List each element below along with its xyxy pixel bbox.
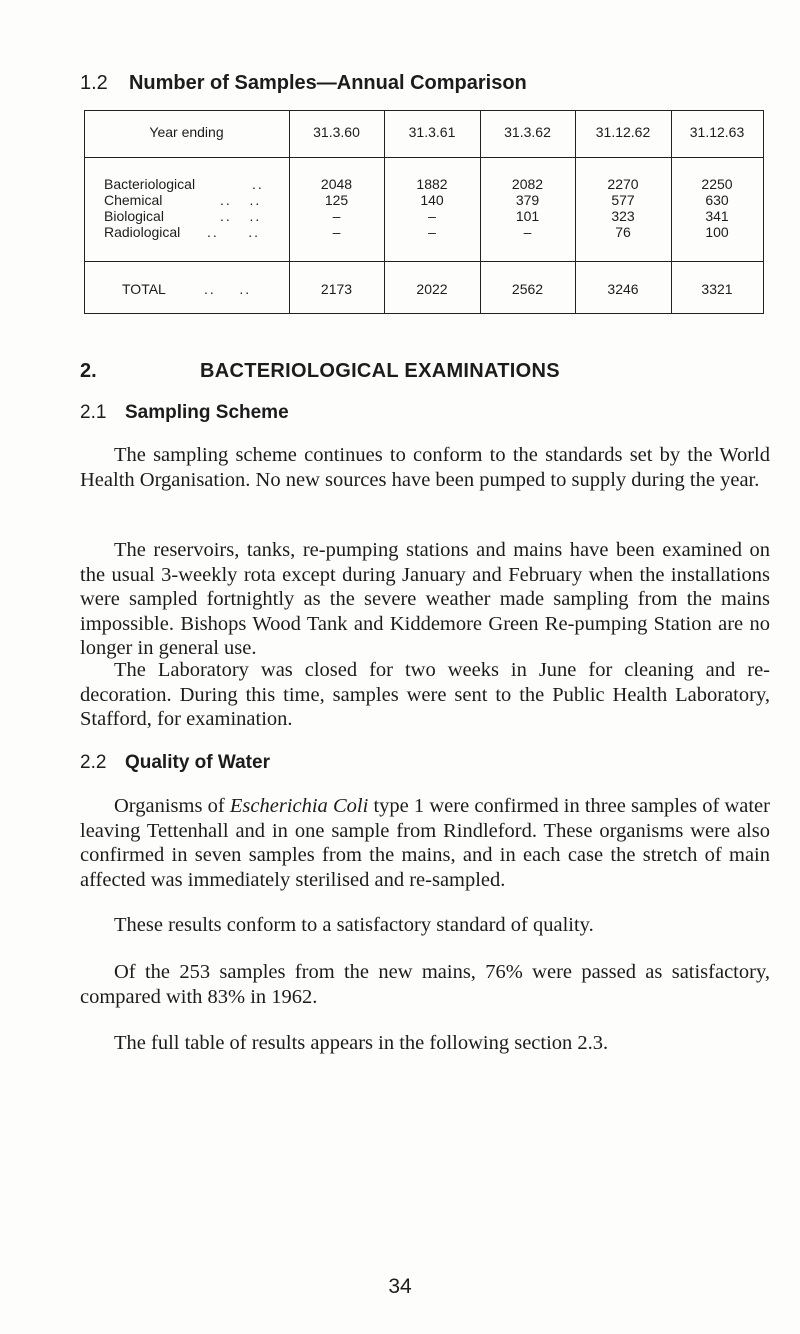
table-cell: 2082 [511,176,544,192]
leader-dots: .. .. [204,281,252,297]
page-number: 34 [388,1275,412,1298]
table-rule-total [84,261,764,262]
table-total-cell: 3321 [701,281,733,297]
subsection-2-2-heading [80,752,270,774]
leader-dots: .. [252,176,264,192]
row-label-bacteriological: Bacteriological [104,176,196,192]
paragraph [80,538,770,661]
table-column-header: 31.12.62 [595,124,651,140]
table-cell: 2270 [607,176,639,192]
paragraph-text: These results conform to a satisfactory standard of quality. [114,914,594,936]
paragraph [80,794,770,892]
table-total-cell: 3246 [607,281,639,297]
paragraph-text: Of the 253 samples from the new mains, 76% were passed as satisfactory, compared with 83% in 1962. [80,961,770,1008]
subsection-2-2-number: 2.2 [80,752,107,773]
table-column-header: 31.3.62 [504,124,551,140]
table-cell: 577 [611,192,635,208]
paragraph [80,1031,770,1056]
subsection-2-1-heading [80,402,289,424]
leader-dots: .. .. [220,192,262,208]
table-cell: 76 [615,224,631,240]
table-cell: 323 [611,208,635,224]
table-total-cell: 2173 [320,281,353,297]
table-cell: – [428,224,436,240]
table-cell: – [523,224,532,240]
table-rule-bottom [84,313,764,314]
table-cell: 341 [705,208,729,224]
paragraph-text: The reservoirs, tanks, re-pumping stations and mains have been examined on the usual 3-weekly rota except during January and February when the installations were sampled fortnightly as the severe weather made sampling from the mains impossible. Bishops Wood Tank and Kiddemore Green Re-pumping Station are no longer in general use. [80,539,770,659]
table-cell: 379 [515,192,540,208]
leader-dots: .. .. [220,208,262,224]
paragraph [80,658,770,732]
row-label-radiological: Radiological [104,224,181,240]
table-cell: 630 [705,192,729,208]
table-rule-top [84,110,764,111]
section-2-number: 2. [80,360,97,382]
subsection-2-2-title: Quality of Water [124,752,270,773]
table-cell: 101 [515,208,540,224]
subsection-2-1-number: 2.1 [80,402,107,423]
table-cell: 2048 [320,176,353,192]
table-total-cell: 2562 [511,281,544,297]
paragraph-text: The sampling scheme continues to conform to the standards set by the World Health Organisation. No new sources have been pumped to supply during the year. [80,444,770,491]
table-cell: – [332,224,341,240]
organism-name: Escherichia Coli [229,795,369,817]
row-label-biological: Biological [104,208,164,224]
table-total-cell: 2022 [416,281,448,297]
paragraph-text: type 1 were confirmed in three samples of water leaving Tettenhall and in one sample from Rindleford. These organisms were also confirmed in seven samples from the mains, and in each case the stretch of main affected was immediately sterilised and re-sampled. [80,795,770,891]
table-column-header: 31.12.63 [689,124,745,140]
table-rule-left [84,110,85,314]
section-2-title: BACTERIOLOGICAL EXAMINATIONS [200,360,560,382]
samples-table [84,110,764,314]
table-cell: 1882 [416,176,448,192]
table-header-label: Year ending [149,124,224,140]
paragraph-text: Organisms of [114,795,230,817]
paragraph [80,443,770,492]
paragraph-text: The Laboratory was closed for two weeks in June for cleaning and re-decoration. During this time, samples were sent to the Public Health Laboratory, Stafford, for examination. [80,659,770,730]
table-cell: – [428,208,436,224]
section-2-heading [80,360,97,383]
paragraph [80,960,770,1009]
table-rule-header [84,157,764,158]
leader-dots: .. .. [207,224,261,240]
table-cell: – [332,208,341,224]
paragraph-text: The full table of results appears in the following section 2.3. [114,1032,609,1054]
subsection-2-1-title: Sampling Scheme [124,402,289,423]
table-column-header: 31.3.61 [408,124,456,140]
table-cell: 140 [420,192,444,208]
table-section-number: 1.2 [80,72,108,94]
table-cell: 125 [324,192,349,208]
paragraph [80,913,770,938]
table-section-title: Number of Samples—Annual Comparison [128,72,527,94]
table-column-header: 31.3.60 [313,124,360,140]
table-cell: 2250 [701,176,733,192]
table-section-heading [80,72,527,95]
table-rule-right [763,110,764,314]
total-label: TOTAL [122,281,166,297]
row-label-chemical: Chemical [104,192,163,208]
table-cell: 100 [705,224,729,240]
